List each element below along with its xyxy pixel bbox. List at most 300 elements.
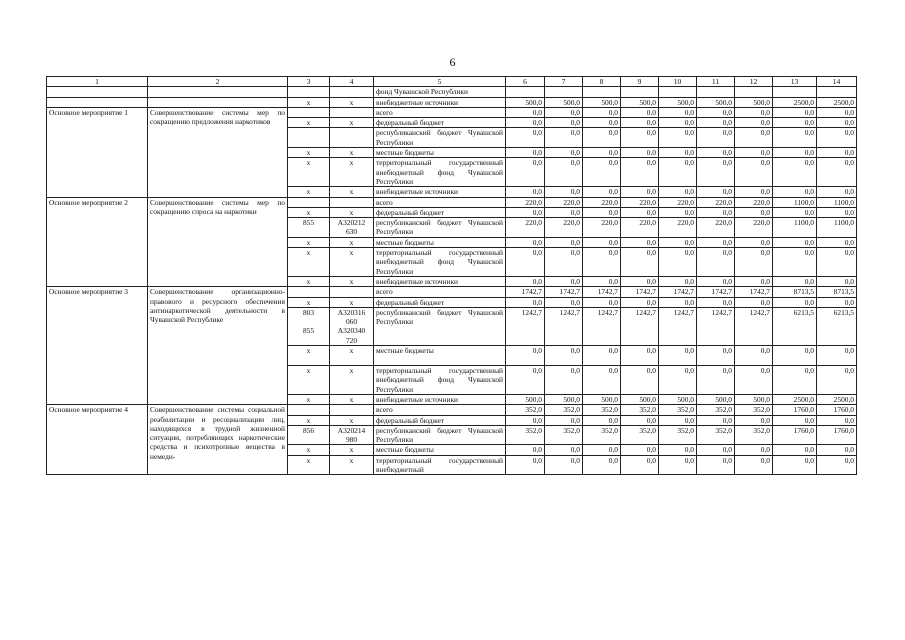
- amount-cell: 500,0: [697, 394, 735, 404]
- amount-cell: 0,0: [545, 276, 583, 286]
- amount-cell: 500,0: [583, 97, 621, 107]
- amount-cell: 220,0: [659, 197, 697, 207]
- amount-cell: 220,0: [583, 197, 621, 207]
- amount-cell: 0,0: [773, 107, 817, 117]
- column-number-header: 1: [47, 77, 148, 87]
- amount-cell: 0,0: [659, 237, 697, 247]
- amount-cell: 0,0: [735, 107, 773, 117]
- code-target-cell: х: [330, 445, 374, 455]
- amount-cell: 0,0: [697, 187, 735, 197]
- amount-cell: 0,0: [697, 297, 735, 307]
- amount-cell: 0,0: [735, 415, 773, 425]
- code-grbs-cell: х: [288, 366, 330, 395]
- amount-cell: 500,0: [506, 97, 545, 107]
- amount-cell: 0,0: [506, 158, 545, 187]
- amount-cell: 352,0: [621, 425, 659, 445]
- code-grbs-cell: х: [288, 97, 330, 107]
- amount-cell: [545, 87, 583, 97]
- amount-cell: 0,0: [583, 276, 621, 286]
- amount-cell: 0,0: [545, 346, 583, 366]
- amount-cell: 0,0: [621, 346, 659, 366]
- amount-cell: 1242,7: [583, 307, 621, 345]
- amount-cell: 0,0: [506, 107, 545, 117]
- amount-cell: 2500,0: [817, 394, 857, 404]
- code-grbs-cell: [288, 128, 330, 148]
- amount-cell: 0,0: [545, 187, 583, 197]
- blank-cell: [47, 87, 148, 97]
- amount-cell: 0,0: [697, 346, 735, 366]
- funding-source-cell: внебюджетные источники: [374, 97, 506, 107]
- column-number-header: 14: [817, 77, 857, 87]
- amount-cell: 0,0: [697, 366, 735, 395]
- amount-cell: 0,0: [817, 237, 857, 247]
- code-grbs-cell: [288, 107, 330, 117]
- amount-cell: 0,0: [506, 187, 545, 197]
- code-grbs-cell: х: [288, 455, 330, 475]
- amount-cell: 0,0: [506, 455, 545, 475]
- amount-cell: 0,0: [506, 346, 545, 366]
- amount-cell: 0,0: [659, 128, 697, 148]
- amount-cell: 0,0: [545, 207, 583, 217]
- amount-cell: 500,0: [697, 97, 735, 107]
- amount-cell: 352,0: [506, 425, 545, 445]
- amount-cell: 500,0: [545, 97, 583, 107]
- amount-cell: 1242,7: [735, 307, 773, 345]
- amount-cell: 1760,0: [817, 425, 857, 445]
- amount-cell: 0,0: [773, 207, 817, 217]
- amount-cell: 1742,7: [659, 287, 697, 297]
- code-grbs-cell: х: [288, 187, 330, 197]
- amount-cell: 1742,7: [583, 287, 621, 297]
- activity-title-cell: Основное мероприятие 1: [47, 107, 148, 197]
- amount-cell: 0,0: [545, 118, 583, 128]
- amount-cell: [735, 87, 773, 97]
- amount-cell: 0,0: [583, 237, 621, 247]
- amount-cell: 0,0: [583, 346, 621, 366]
- amount-cell: 0,0: [583, 207, 621, 217]
- amount-cell: 352,0: [697, 425, 735, 445]
- amount-cell: [621, 87, 659, 97]
- amount-cell: 0,0: [735, 297, 773, 307]
- amount-cell: 0,0: [773, 248, 817, 277]
- amount-cell: 220,0: [735, 218, 773, 238]
- amount-cell: 220,0: [583, 218, 621, 238]
- amount-cell: 0,0: [506, 148, 545, 158]
- funding-source-cell: местные бюджеты: [374, 237, 506, 247]
- code-grbs-cell: х: [288, 415, 330, 425]
- amount-cell: 0,0: [773, 237, 817, 247]
- amount-cell: 0,0: [545, 148, 583, 158]
- code-grbs-cell: 855: [288, 218, 330, 238]
- table-row: [47, 405, 857, 415]
- code-target-cell: А320214 980: [330, 425, 374, 445]
- amount-cell: 0,0: [621, 276, 659, 286]
- amount-cell: 2500,0: [817, 97, 857, 107]
- amount-cell: 1242,7: [659, 307, 697, 345]
- funding-source-cell: местные бюджеты: [374, 148, 506, 158]
- amount-cell: 1760,0: [817, 405, 857, 415]
- amount-cell: 1742,7: [697, 287, 735, 297]
- column-number-header: 2: [148, 77, 288, 87]
- amount-cell: 0,0: [659, 118, 697, 128]
- amount-cell: 0,0: [773, 297, 817, 307]
- amount-cell: 220,0: [545, 197, 583, 207]
- amount-cell: 0,0: [506, 366, 545, 395]
- funding-source-cell: республиканский бюджет Чувашской Республики: [374, 425, 506, 445]
- code-target-cell: х: [330, 394, 374, 404]
- column-number-row: [47, 77, 857, 87]
- activity-title-cell: Основное мероприятие 4: [47, 405, 148, 475]
- amount-cell: 0,0: [773, 118, 817, 128]
- code-grbs-cell: х: [288, 297, 330, 307]
- code-grbs-cell: х: [288, 445, 330, 455]
- amount-cell: 0,0: [545, 445, 583, 455]
- amount-cell: 0,0: [817, 248, 857, 277]
- amount-cell: 0,0: [659, 158, 697, 187]
- amount-cell: 0,0: [583, 445, 621, 455]
- amount-cell: 0,0: [773, 445, 817, 455]
- amount-cell: 0,0: [583, 455, 621, 475]
- amount-cell: 1100,0: [773, 197, 817, 207]
- code-grbs-cell: 803 855: [288, 307, 330, 345]
- column-number-header: 5: [374, 77, 506, 87]
- amount-cell: 0,0: [817, 445, 857, 455]
- funding-source-cell: территориальный государственный внебюджетный фонд Чувашской Республики: [374, 158, 506, 187]
- amount-cell: 1242,7: [545, 307, 583, 345]
- funding-source-cell: всего: [374, 197, 506, 207]
- column-number-header: 12: [735, 77, 773, 87]
- amount-cell: 0,0: [659, 107, 697, 117]
- amount-cell: 0,0: [773, 187, 817, 197]
- code-target-cell: х: [330, 346, 374, 366]
- amount-cell: 0,0: [735, 346, 773, 366]
- code-target-cell: [330, 87, 374, 97]
- amount-cell: 1242,7: [621, 307, 659, 345]
- amount-cell: 0,0: [817, 158, 857, 187]
- amount-cell: 0,0: [506, 207, 545, 217]
- funding-source-cell: внебюджетные источники: [374, 187, 506, 197]
- amount-cell: 0,0: [773, 276, 817, 286]
- amount-cell: 1100,0: [817, 197, 857, 207]
- amount-cell: [697, 87, 735, 97]
- amount-cell: 0,0: [659, 455, 697, 475]
- amount-cell: 0,0: [583, 415, 621, 425]
- amount-cell: 0,0: [659, 445, 697, 455]
- amount-cell: 0,0: [697, 455, 735, 475]
- column-number-header: 4: [330, 77, 374, 87]
- amount-cell: 0,0: [506, 415, 545, 425]
- column-number-header: 9: [621, 77, 659, 87]
- amount-cell: 0,0: [773, 148, 817, 158]
- amount-cell: 220,0: [697, 197, 735, 207]
- table-row: [47, 287, 857, 297]
- amount-cell: 0,0: [735, 248, 773, 277]
- code-target-cell: А320212 630: [330, 218, 374, 238]
- amount-cell: 352,0: [506, 405, 545, 415]
- amount-cell: 0,0: [621, 158, 659, 187]
- amount-cell: 0,0: [773, 415, 817, 425]
- amount-cell: 0,0: [735, 366, 773, 395]
- blank-cell: [47, 97, 148, 107]
- amount-cell: 0,0: [697, 248, 735, 277]
- amount-cell: 0,0: [506, 128, 545, 148]
- code-target-cell: х: [330, 248, 374, 277]
- amount-cell: 1760,0: [773, 425, 817, 445]
- amount-cell: 0,0: [659, 366, 697, 395]
- amount-cell: 0,0: [621, 445, 659, 455]
- amount-cell: 0,0: [817, 276, 857, 286]
- code-grbs-cell: х: [288, 346, 330, 366]
- amount-cell: 352,0: [583, 425, 621, 445]
- amount-cell: 220,0: [697, 218, 735, 238]
- code-grbs-cell: [288, 87, 330, 97]
- amount-cell: 500,0: [621, 97, 659, 107]
- amount-cell: 0,0: [817, 346, 857, 366]
- amount-cell: 0,0: [659, 187, 697, 197]
- table-row: [47, 197, 857, 207]
- amount-cell: 352,0: [545, 405, 583, 415]
- code-target-cell: [330, 197, 374, 207]
- amount-cell: 0,0: [506, 276, 545, 286]
- amount-cell: 0,0: [735, 187, 773, 197]
- amount-cell: 500,0: [506, 394, 545, 404]
- funding-source-cell: всего: [374, 287, 506, 297]
- funding-source-cell: всего: [374, 405, 506, 415]
- code-grbs-cell: х: [288, 248, 330, 277]
- amount-cell: 0,0: [817, 118, 857, 128]
- code-target-cell: х: [330, 237, 374, 247]
- code-target-cell: х: [330, 118, 374, 128]
- amount-cell: 352,0: [697, 405, 735, 415]
- code-target-cell: х: [330, 415, 374, 425]
- amount-cell: 0,0: [817, 187, 857, 197]
- amount-cell: 500,0: [545, 394, 583, 404]
- amount-cell: 0,0: [817, 148, 857, 158]
- amount-cell: 0,0: [621, 128, 659, 148]
- amount-cell: 0,0: [545, 158, 583, 187]
- funding-source-cell: республиканский бюджет Чувашской Республики: [374, 307, 506, 345]
- code-target-cell: х: [330, 97, 374, 107]
- amount-cell: [583, 87, 621, 97]
- amount-cell: 0,0: [697, 148, 735, 158]
- amount-cell: 500,0: [621, 394, 659, 404]
- amount-cell: 0,0: [545, 107, 583, 117]
- amount-cell: 0,0: [621, 297, 659, 307]
- amount-cell: 0,0: [659, 297, 697, 307]
- amount-cell: 0,0: [621, 366, 659, 395]
- amount-cell: 0,0: [659, 207, 697, 217]
- activity-description-cell: Совершенствование системы социальной реабилитации и ресоциализации лиц, находящихся в трудной жизненной ситуации, потребляющих наркотические средства и психотропные вещества в немеди-: [148, 405, 288, 475]
- amount-cell: 0,0: [506, 445, 545, 455]
- amount-cell: 1742,7: [545, 287, 583, 297]
- column-number-header: 7: [545, 77, 583, 87]
- amount-cell: 0,0: [659, 148, 697, 158]
- amount-cell: 0,0: [817, 107, 857, 117]
- amount-cell: 6213,5: [773, 307, 817, 345]
- amount-cell: 1760,0: [773, 405, 817, 415]
- code-target-cell: х: [330, 276, 374, 286]
- amount-cell: 352,0: [545, 425, 583, 445]
- code-target-cell: х: [330, 297, 374, 307]
- code-grbs-cell: х: [288, 207, 330, 217]
- amount-cell: 0,0: [621, 415, 659, 425]
- code-grbs-cell: [288, 287, 330, 297]
- amount-cell: 0,0: [735, 207, 773, 217]
- funding-source-cell: республиканский бюджет Чувашской Республики: [374, 128, 506, 148]
- amount-cell: 0,0: [583, 148, 621, 158]
- code-target-cell: [330, 287, 374, 297]
- amount-cell: 220,0: [621, 218, 659, 238]
- amount-cell: 352,0: [735, 405, 773, 415]
- code-grbs-cell: х: [288, 276, 330, 286]
- amount-cell: 0,0: [697, 118, 735, 128]
- amount-cell: 2500,0: [773, 97, 817, 107]
- amount-cell: 0,0: [545, 415, 583, 425]
- code-target-cell: х: [330, 366, 374, 395]
- amount-cell: 1100,0: [773, 218, 817, 238]
- funding-source-cell: федеральный бюджет: [374, 415, 506, 425]
- amount-cell: 0,0: [621, 248, 659, 277]
- amount-cell: 0,0: [735, 118, 773, 128]
- amount-cell: 0,0: [545, 455, 583, 475]
- amount-cell: 220,0: [735, 197, 773, 207]
- activity-description-cell: Совершенствование системы мер по сокращению предложения наркотиков: [148, 107, 288, 197]
- code-target-cell: х: [330, 148, 374, 158]
- amount-cell: 0,0: [659, 415, 697, 425]
- amount-cell: 0,0: [545, 248, 583, 277]
- amount-cell: 0,0: [545, 297, 583, 307]
- amount-cell: 0,0: [817, 297, 857, 307]
- code-target-cell: [330, 128, 374, 148]
- funding-source-cell: республиканский бюджет Чувашской Республики: [374, 218, 506, 238]
- funding-source-cell: местные бюджеты: [374, 346, 506, 366]
- amount-cell: 352,0: [735, 425, 773, 445]
- amount-cell: 0,0: [583, 158, 621, 187]
- code-target-cell: х: [330, 187, 374, 197]
- code-target-cell: х: [330, 207, 374, 217]
- funding-source-cell: федеральный бюджет: [374, 297, 506, 307]
- amount-cell: 500,0: [735, 97, 773, 107]
- amount-cell: 1100,0: [817, 218, 857, 238]
- code-grbs-cell: [288, 405, 330, 415]
- amount-cell: 500,0: [583, 394, 621, 404]
- amount-cell: 0,0: [817, 455, 857, 475]
- amount-cell: 0,0: [817, 128, 857, 148]
- amount-cell: 0,0: [621, 455, 659, 475]
- column-number-header: 6: [506, 77, 545, 87]
- amount-cell: 6213,5: [817, 307, 857, 345]
- amount-cell: 352,0: [659, 405, 697, 415]
- amount-cell: 0,0: [659, 248, 697, 277]
- amount-cell: 0,0: [735, 276, 773, 286]
- amount-cell: 0,0: [735, 237, 773, 247]
- amount-cell: 220,0: [545, 218, 583, 238]
- amount-cell: 500,0: [659, 394, 697, 404]
- code-grbs-cell: 856: [288, 425, 330, 445]
- activity-description-cell: Совершенствование организационно-правового и ресурсного обеспечения антинаркотической деятельности в Чувашской Республике: [148, 287, 288, 405]
- amount-cell: 0,0: [773, 128, 817, 148]
- amount-cell: 1742,7: [735, 287, 773, 297]
- page-number: 6: [449, 55, 456, 69]
- amount-cell: 0,0: [621, 148, 659, 158]
- amount-cell: 0,0: [583, 107, 621, 117]
- column-number-header: 10: [659, 77, 697, 87]
- code-target-cell: [330, 405, 374, 415]
- activity-title-cell: Основное мероприятие 2: [47, 197, 148, 287]
- amount-cell: 1742,7: [621, 287, 659, 297]
- amount-cell: 0,0: [773, 158, 817, 187]
- amount-cell: 0,0: [773, 455, 817, 475]
- funding-source-cell: федеральный бюджет: [374, 207, 506, 217]
- funding-source-cell: территориальный государственный внебюджетный фонд Чувашской Республики: [374, 248, 506, 277]
- amount-cell: 0,0: [621, 118, 659, 128]
- table-row: [47, 107, 857, 117]
- amount-cell: 8713,5: [773, 287, 817, 297]
- amount-cell: 220,0: [659, 218, 697, 238]
- amount-cell: 2500,0: [773, 394, 817, 404]
- activity-description-cell: Совершенствование системы мер по сокращению спроса на наркотики: [148, 197, 288, 287]
- amount-cell: 220,0: [621, 197, 659, 207]
- table-body: [47, 77, 857, 475]
- amount-cell: 0,0: [583, 297, 621, 307]
- code-grbs-cell: х: [288, 118, 330, 128]
- code-grbs-cell: х: [288, 237, 330, 247]
- amount-cell: 0,0: [583, 118, 621, 128]
- funding-source-cell: внебюджетные источники: [374, 276, 506, 286]
- amount-cell: 500,0: [659, 97, 697, 107]
- amount-cell: [817, 87, 857, 97]
- amount-cell: 1742,7: [506, 287, 545, 297]
- amount-cell: 0,0: [735, 148, 773, 158]
- amount-cell: 352,0: [659, 425, 697, 445]
- column-number-header: 11: [697, 77, 735, 87]
- amount-cell: 500,0: [735, 394, 773, 404]
- column-number-header: 8: [583, 77, 621, 87]
- amount-cell: 0,0: [735, 445, 773, 455]
- amount-cell: 0,0: [506, 297, 545, 307]
- amount-cell: 0,0: [583, 187, 621, 197]
- code-target-cell: А320316 060 А320340 720: [330, 307, 374, 345]
- amount-cell: 0,0: [817, 415, 857, 425]
- amount-cell: 0,0: [735, 128, 773, 148]
- amount-cell: 0,0: [697, 415, 735, 425]
- table-row: [47, 97, 857, 107]
- funding-source-cell: территориальный государственный внебюджетный фонд Чувашской Республики: [374, 366, 506, 395]
- amount-cell: 0,0: [697, 445, 735, 455]
- amount-cell: 0,0: [659, 346, 697, 366]
- amount-cell: 352,0: [583, 405, 621, 415]
- column-number-header: 13: [773, 77, 817, 87]
- amount-cell: 0,0: [583, 366, 621, 395]
- amount-cell: 0,0: [621, 237, 659, 247]
- code-grbs-cell: х: [288, 394, 330, 404]
- amount-cell: 0,0: [659, 276, 697, 286]
- amount-cell: 0,0: [697, 207, 735, 217]
- amount-cell: 0,0: [697, 276, 735, 286]
- column-number-header: 3: [288, 77, 330, 87]
- amount-cell: 0,0: [735, 455, 773, 475]
- amount-cell: 0,0: [817, 207, 857, 217]
- code-grbs-cell: х: [288, 158, 330, 187]
- amount-cell: 220,0: [506, 197, 545, 207]
- amount-cell: 0,0: [506, 248, 545, 277]
- amount-cell: [773, 87, 817, 97]
- funding-source-cell: внебюджетные источники: [374, 394, 506, 404]
- amount-cell: 8713,5: [817, 287, 857, 297]
- amount-cell: 352,0: [621, 405, 659, 415]
- amount-cell: [659, 87, 697, 97]
- amount-cell: 0,0: [583, 248, 621, 277]
